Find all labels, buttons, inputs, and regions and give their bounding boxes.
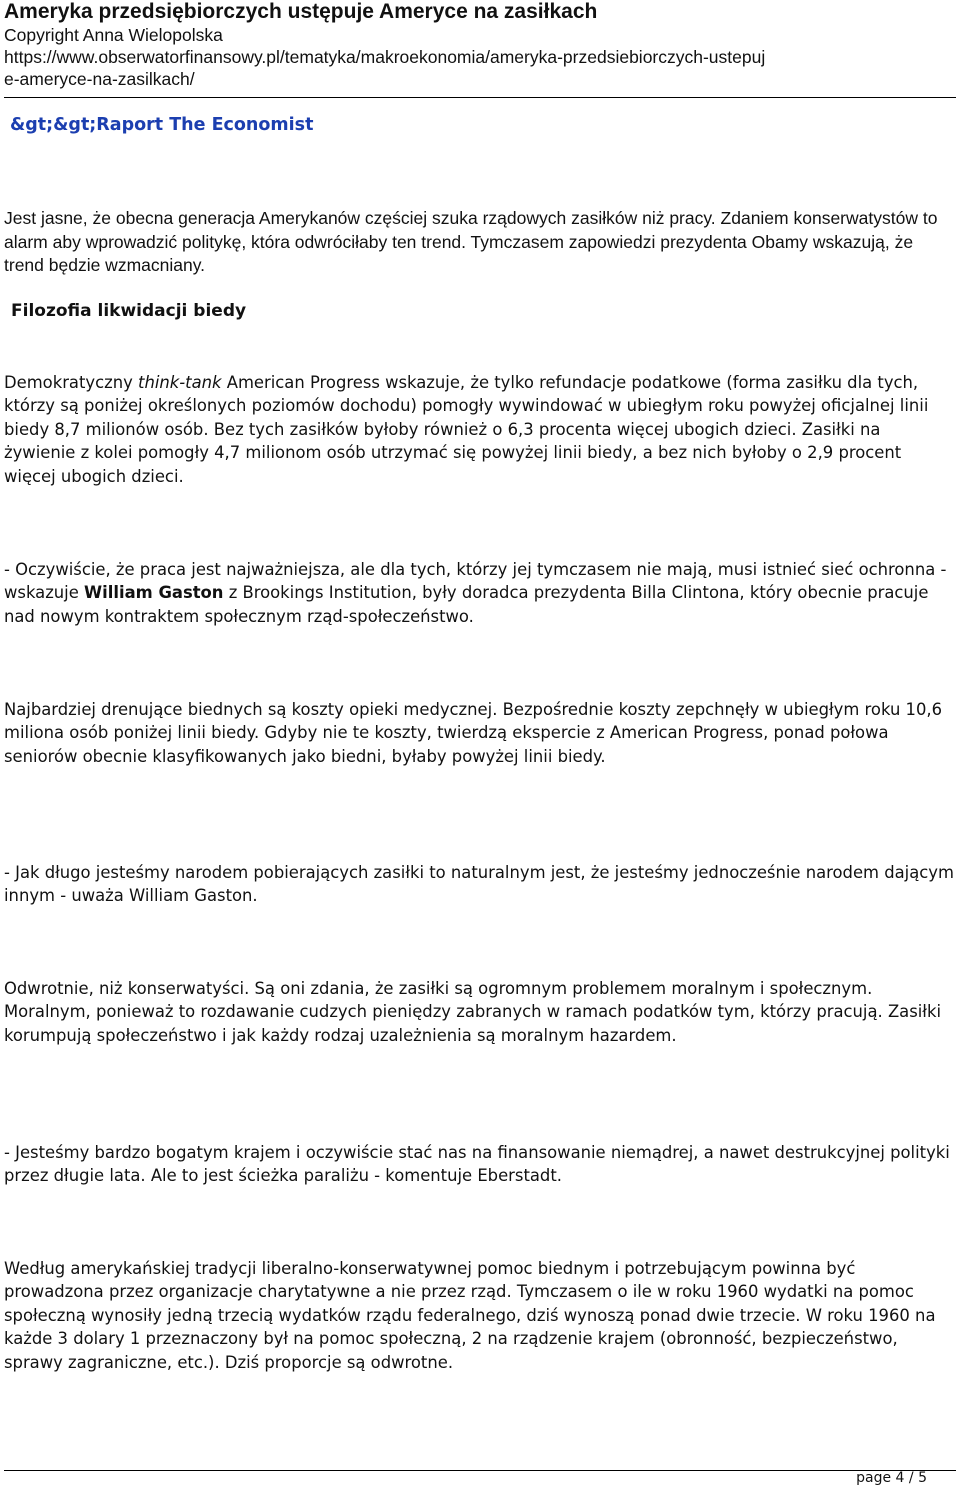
page-number: page 4 / 5 (856, 1470, 927, 1486)
text-run: American Progress wskazuje, że tylko refundacje podatkowe (forma zasiłku dla tych, którzy są poniżej określonych poziomów dochodu) pomogły wywindować w ubiegłym roku powyżej oficjalnej linii biedy 8,7 milionów osób. Bez tych zasiłków byłoby również o 6,3 procenta więcej ubogich dzieci. Zasiłki na żywienie z kolei pomogły 4,7 milionom osób utrzymać się powyżej linii biedy, a bez nich byłoby o 2,9 procent więcej ubogich dzieci. (4, 373, 929, 486)
body-paragraph-1 (4, 371, 956, 488)
document-title: Ameryka przedsiębiorczych ustępuje Ameryce na zasiłkach (4, 0, 598, 23)
section-subheading: Filozofia likwidacji biedy (11, 301, 247, 321)
copyright-line: Copyright Anna Wielopolska (4, 25, 223, 45)
source-url-line-2[interactable]: e-ameryce-na-zasilkach/ (4, 69, 195, 89)
emphasized-term: think-tank (138, 373, 222, 392)
body-paragraph-3: Najbardziej drenujące biednych są koszty opieki medycznej. Bezpośrednie koszty zepchnęły w ubiegłym roku 10,6 miliona osób poniżej linii biedy. Gdyby nie te koszty, twierdzą ekspercie z American Progress, ponad połowa seniorów obecnie klasyfikowanych jako biedni, byłaby powyżej linii biedy. (4, 700, 943, 766)
text-run: Demokratyczny (4, 373, 139, 392)
body-paragraph-2 (4, 558, 956, 628)
body-paragraph-6: - Jesteśmy bardzo bogatym krajem i oczywiście stać nas na finansowanie niemądrej, a nawet destrukcyjnej polityki przez długie lata. Ale to jest ścieżka paraliżu - komentuje Eberstadt. (4, 1143, 950, 1186)
body-paragraph-4: - Jak długo jesteśmy narodem pobierających zasiłki to naturalnym jest, że jesteśmy jednocześnie narodem dającym innym - uważa William Gaston. (4, 863, 954, 906)
lead-paragraph: Jest jasne, że obecna generacja Amerykanów częściej szuka rządowych zasiłków niż pracy. Zdaniem konserwatystów to alarm aby wprowadzić politykę, która odwróciłaby ten trend. Tymczasem zapowiedzi prezydenta Obamy wskazują, że trend będzie wzmacniany. (4, 208, 938, 276)
text-run: - Oczywiście, że praca jest najważniejsza, ale dla tych, którzy jej tymczasem nie mają, musi istnieć sieć ochronna - wskazuje (4, 560, 947, 603)
document-header (4, 0, 956, 90)
person-name: William Gaston (84, 583, 224, 603)
source-url-line-1[interactable]: https://www.obserwatorfinansowy.pl/tematyka/makroekonomia/ameryka-przedsiebiorczych-ustepuj (4, 47, 766, 67)
text-run: z Brookings Institution, były doradca prezydenta Billa Clintona, który obecnie pracuje nad nowym kontraktem społecznym rząd-społeczeństwo. (4, 583, 929, 626)
body-paragraph-5: Odwrotnie, niż konserwatyści. Są oni zdania, że zasiłki są ogromnym problemem moralnym i społecznym. Moralnym, ponieważ to rozdawanie cudzych pieniędzy zabranych w ramach podatków tym, którzy pracują. Zasiłki korumpują społeczeństwo i jak każdy rodzaj uzależnienia są moralnym hazardem. (4, 979, 942, 1045)
footer-divider (4, 1470, 956, 1471)
body-paragraph-7: Według amerykańskiej tradycji liberalno-konserwatywnej pomoc biednym i potrzebującym powinna być prowadzona przez organizacje charytatywne a nie przez rząd. Tymczasem o ile w roku 1960 wydatki na pomoc społeczną wynosiły jedną trzecią wydatków rządu federalnego, dziś wynoszą ponad dwie trzecie. W roku 1960 na każde 3 dolary 1 przeznaczony był na pomoc społeczną, 2 na rządzenie krajem (obronność, bezpieczeństwo, sprawy zagraniczne, etc.). Dziś proporcje są odwrotne. (4, 1259, 936, 1372)
report-link[interactable]: &gt;&gt;Raport The Economist (10, 115, 314, 135)
header-divider (4, 97, 956, 98)
